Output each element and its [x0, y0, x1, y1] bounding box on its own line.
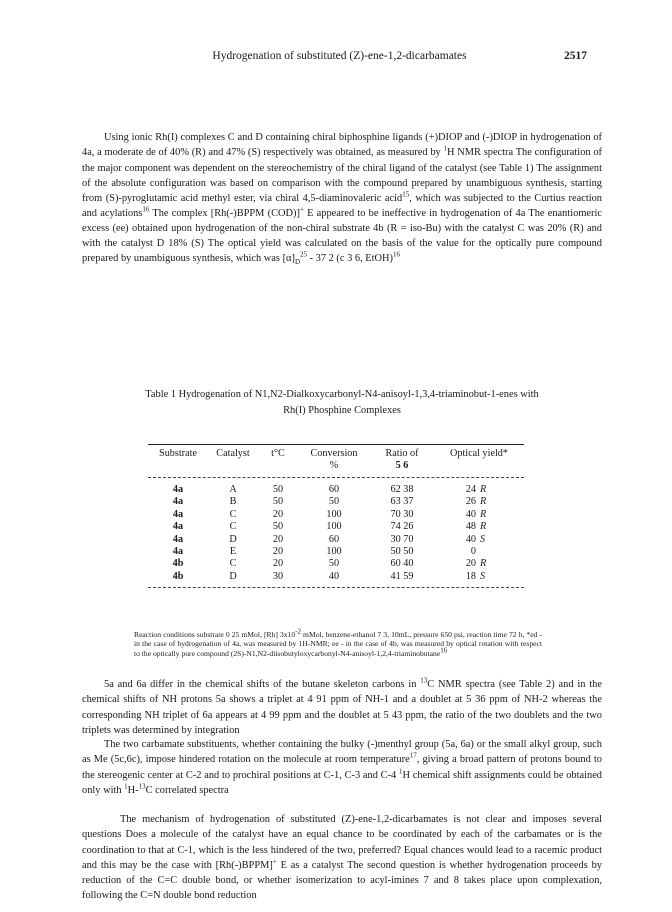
- cell-optical-yield: [434, 484, 524, 496]
- table-row: [148, 558, 524, 570]
- cell-optical-yield: [434, 571, 524, 583]
- cell-conversion: 100: [326, 521, 342, 533]
- table-row: [148, 571, 524, 583]
- cell-catalyst: C: [229, 558, 237, 570]
- cell-conversion: 100: [326, 508, 342, 520]
- cell-catalyst: D: [229, 533, 237, 545]
- optical-yield-value: 40: [465, 508, 476, 520]
- cell-substrate: 4a: [172, 508, 184, 520]
- cell-substrate: 4b: [172, 570, 184, 582]
- cell-optical-yield: [434, 558, 524, 570]
- configuration-label: R: [480, 508, 487, 520]
- cell-ratio: 30 70: [390, 533, 414, 545]
- table-caption-line-2: Rh(I) Phosphine Complexes: [283, 404, 401, 416]
- cell-optical-yield: [434, 534, 524, 546]
- cell-temperature: 20: [272, 508, 284, 520]
- table-row: [148, 496, 524, 508]
- paragraph-mechanism: The mechanism of hydrogenation of substituted (Z)-ene-1,2-dicarbamates is not clear and imposes several questions Does a molecule of the catalyst have an equal chance to be coordinated by each of the carbamates or is the coordination to that at C-1, which is the less hindered of the two, preferred? Equal chances would lead to a racemic product and this may be the case with [Rh(-)BPPM]+ E as a catalyst The second question is whether hydrogenation proceeds by reduction of the C=C double bond, or whether isomerization to acyl-imines 7 and 8 takes place upon complexation, following the C=N double bond reduction: [82, 814, 602, 901]
- table-caption-line-1: Table 1 Hydrogenation of N1,N2-Dialkoxycarbonyl-N4-anisoyl-1,3,4-triaminobut-1-enes with: [145, 389, 539, 400]
- cell-catalyst: E: [229, 546, 237, 558]
- cell-conversion: 100: [326, 546, 342, 558]
- cell-catalyst: C: [229, 508, 237, 520]
- configuration-label: S: [480, 570, 486, 582]
- cell-substrate: 4a: [172, 496, 184, 508]
- header-substrate: Substrate: [159, 448, 197, 459]
- configuration-label: R: [480, 521, 487, 533]
- cell-catalyst: D: [229, 570, 237, 582]
- configuration-label: R: [480, 558, 487, 570]
- table-grid: [148, 447, 524, 473]
- cell-catalyst: A: [229, 484, 237, 495]
- cell-ratio: 62 38: [390, 484, 414, 495]
- cell-ratio: 60 40: [390, 558, 414, 570]
- cell-temperature: 50: [272, 484, 284, 495]
- table-caption: [92, 387, 592, 418]
- optical-yield-value: 48: [465, 521, 476, 533]
- page-number: 2517: [564, 50, 587, 62]
- table-row: [148, 546, 524, 558]
- table-footnote: Reaction conditions substrate 0 25 mMol, [Rh] $3x10^{-2}$ mMol, benzene-ethanol 7 3, 10mL, pressure 650 psi, reaction time 72 h, *ed - in the case of hydrogenation of 4a, was measured by 1H-NMR; ee - in the case of 4b, was measured by optical rotation with respect to the optically pure compound (2S)-N1,N2-diisobutyloxycarbonyl-N4-anisoyl-1,2,4-triaminobutane$^{16}$: [134, 627, 543, 658]
- cell-conversion: 40: [328, 570, 340, 582]
- configuration-label: R: [480, 484, 487, 495]
- cell-conversion: 50: [328, 496, 340, 508]
- configuration-label: S: [480, 533, 486, 545]
- cell-ratio: 70 30: [390, 508, 414, 520]
- table-header-row: [148, 447, 524, 473]
- cell-temperature: 20: [272, 558, 284, 570]
- optical-yield-value: 26: [465, 496, 476, 508]
- header-catalyst: Catalyst: [216, 448, 250, 459]
- paragraph-hydrogenation-results: Using ionic Rh(I) complexes C and D containing chiral biphosphine ligands (+)DIOP and (-)DIOP in hydrogenation of 4a, a moderate de of 40% (R) and 47% (S) respectively was obtained, as measured by $^1$H NMR spectra The configuration of the major component was dependent on the stereochemistry of the chiral ligand of the catalyst (see Table 1) The assignment of the absolute configuration was based on comparison with the compound prepared by unambiguous synthesis, starting from (S)-pyroglutamic acid methyl ester, via chiral 4,5-diaminovaleric acid$^{15}$, which was subjected to the Curtius reaction and acylations$^{16}$ The complex [Rh(-)BPPM (COD)]+ E appeared to be ineffective in hydrogenation of 4a The enantiomeric excess (ee) obtained upon hydrogenation of the non-chiral substrate 4b (R = iso-Bu) with the catalyst C was 20% (R) and with the catalyst D 18% (S) The optical yield was calculated on the basis of the value for the optically pure compound prepared by unambiguous synthesis, which was $[\alpha]_D^{25} - 37$ 2 (c 3 6, EtOH)$^{16}$: [82, 132, 603, 267]
- optical-yield-value: 40: [465, 533, 476, 545]
- header-ratio: Ratio of 5 6: [385, 448, 419, 471]
- cell-catalyst: B: [229, 496, 237, 508]
- cell-temperature: 50: [272, 521, 284, 533]
- results-table: [148, 444, 524, 588]
- cell-conversion: 50: [328, 558, 340, 570]
- running-title: Hydrogenation of substituted (Z)-ene-1,2-dicarbamates: [212, 50, 467, 62]
- cell-optical-yield: [434, 521, 524, 533]
- cell-optical-yield: [434, 496, 524, 508]
- header-optical-yield: Optical yield*: [450, 448, 508, 459]
- paragraph-nmr-shifts: 5a and 6a differ in the chemical shifts of the butane skeleton carbons in $^{13}$C NMR spectra (see Table 2) and in the chemical shifts of NH protons 5a shows a triplet at 4 91 ppm of NH-1 and a doublet at 5 36 ppm of NH-2 whereas the corresponding NH triplet of 6a appears at 4 99 ppm and the doublet at 5 43 ppm, the ratio of the two doublets and the two triplets was determined by integration: [82, 676, 602, 736]
- header-conversion: Conversion %: [310, 448, 358, 471]
- cell-substrate: 4a: [172, 521, 184, 533]
- cell-substrate: 4a: [172, 546, 184, 558]
- table-header-rule: [148, 477, 524, 478]
- cell-optical-yield: [434, 509, 524, 521]
- cell-substrate: 4a: [172, 533, 184, 545]
- optical-yield-value: 24: [465, 484, 476, 495]
- table-body: [148, 484, 524, 583]
- paragraph-carbamate-rotation: The two carbamate substituents, whether containing the bulky (-)menthyl group (5a, 6a) or the small alkyl group, such as Me (5c,6c), impose hindered rotation on the molecule at room temperature$^{17}$, giving a broad pattern of protons bound to the stereogenic center at C-2 and to prochiral positions at C-1, C-3 and C-4 $^1$H chemical shift assignments could be obtained only with $^1$H-$^{13}$C correlated spectra: [82, 739, 603, 796]
- cell-conversion: 60: [328, 533, 340, 545]
- cell-temperature: 50: [272, 496, 284, 508]
- cell-ratio: 74 26: [390, 521, 414, 533]
- cell-substrate: 4a: [172, 484, 184, 495]
- cell-temperature: 30: [272, 570, 284, 582]
- cell-catalyst: C: [229, 521, 237, 533]
- cell-conversion: 60: [328, 484, 340, 495]
- optical-yield-value: 18: [465, 570, 476, 582]
- configuration-label: R: [480, 496, 487, 508]
- optical-yield-value: 0: [470, 546, 476, 558]
- cell-substrate: 4b: [172, 558, 184, 570]
- cell-optical-yield: [434, 546, 524, 558]
- cell-temperature: 20: [272, 546, 284, 558]
- table-top-rule: [148, 444, 524, 445]
- table-row: [148, 534, 524, 546]
- table-row: [148, 521, 524, 533]
- table-bottom-rule: [148, 587, 524, 588]
- optical-yield-value: 20: [465, 558, 476, 570]
- cell-temperature: 20: [272, 533, 284, 545]
- header-temperature: t°C: [271, 448, 285, 459]
- cell-ratio: 63 37: [390, 496, 414, 508]
- table-row: [148, 484, 524, 496]
- page-header: [92, 50, 587, 68]
- cell-ratio: 50 50: [390, 546, 414, 558]
- cell-ratio: 41 59: [390, 570, 414, 582]
- table-row: [148, 509, 524, 521]
